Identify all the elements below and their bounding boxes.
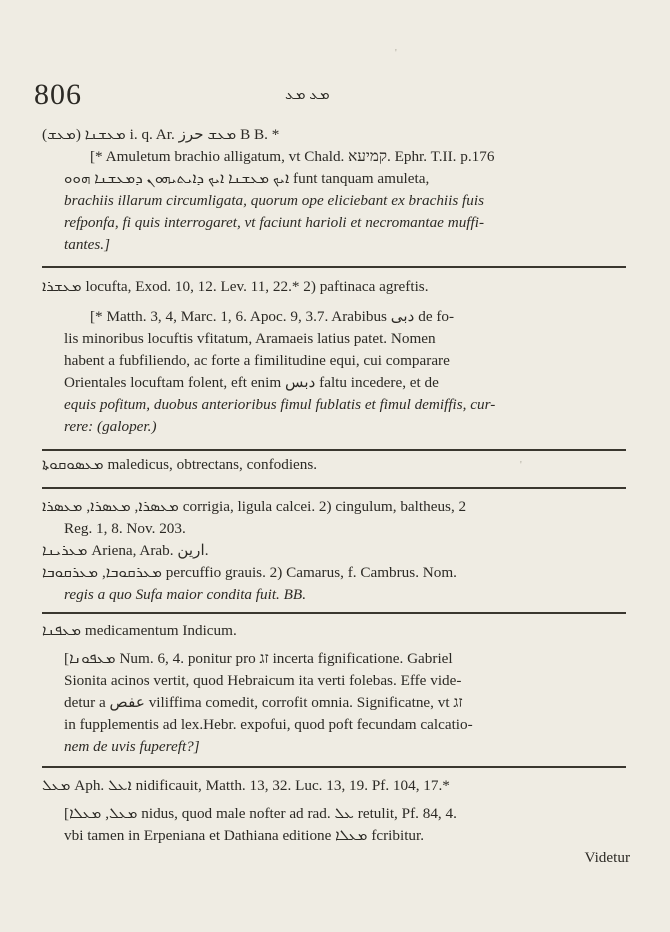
rule bbox=[42, 266, 626, 268]
entry-line: tantes.] bbox=[64, 236, 110, 253]
catchword: Videtur bbox=[584, 849, 630, 866]
entry-line: [ܡܥܦܘܢܐ Num. 6, 4. ponitur pro זג incerta fignificatione. Gabriel bbox=[64, 650, 453, 667]
entry-line: Orientales locuftam folent, eft enim دبس faltu incedere, et de bbox=[64, 374, 439, 391]
entry-line: [ܡܥܠ, ܡܥܠܐ nidus, quod male nofter ad rad. ܥܠ retulit, Pf. 84, 4. bbox=[64, 805, 457, 822]
entry-line: detur a عفص viliffima comedit, corrofit omnia. Significatne, vt זג bbox=[64, 694, 463, 711]
entry bbox=[42, 276, 638, 438]
entry bbox=[42, 620, 638, 758]
rule bbox=[42, 612, 626, 614]
entry-line: ܡܥܪܩܘܒܐ, ܡܥܪܩܘܒܐ percuffio grauis. 2) Camarus, f. Cambrus. Nom. bbox=[42, 564, 457, 581]
entry-line: Reg. 1, 8. Nov. 203. bbox=[64, 520, 186, 537]
entry-line: equis pofitum, duobus anterioribus fimul fublatis et fimul demiffis, cur- bbox=[64, 396, 496, 413]
entry-line: lis minoribus locuftis vfitatum, Aramaeis latius patet. Nomen bbox=[64, 330, 436, 347]
rule bbox=[42, 449, 626, 451]
page-number: 806 bbox=[34, 78, 82, 111]
paper-speck: ' bbox=[395, 48, 397, 59]
entry bbox=[42, 124, 638, 256]
entry-line: rere: (galoper.) bbox=[64, 418, 157, 435]
entry-line: ܡܥܪܝܢܐ Ariena, Arab. ارين. bbox=[42, 542, 209, 559]
entry-line: ܡܥܣܘܩܘܬܐ maledicus, obtrectans, confodiens. bbox=[42, 456, 318, 473]
entry-line: in fupplementis ad lex.Hebr. expofui, quod poft fecundam calcatio- bbox=[64, 716, 473, 733]
rule bbox=[42, 766, 626, 768]
paper-speck: ' bbox=[520, 460, 522, 471]
entry-line: [* Matth. 3, 4, Marc. 1, 6. Apoc. 9, 3.7. Arabibus دبى de fo- bbox=[90, 308, 455, 325]
entry bbox=[42, 775, 638, 869]
entry-line: habent a fubfiliendo, ac forte a fimilitudine equi, cui comparare bbox=[64, 352, 450, 369]
entry-line: [* Amuletum brachio alligatum, vt Chald. קמיעא. Ephr. T.II. p.176 bbox=[90, 148, 495, 165]
entry bbox=[42, 496, 638, 606]
entry-line: refponfa, fi quis interrogaret, vt faciunt harioli et necromantae muffi- bbox=[64, 214, 484, 231]
rule bbox=[42, 487, 626, 489]
entry-line: ܡܥܫܪܐ locufta, Exod. 10, 12. Lev. 11, 22.* 2) paftinaca agreftis. bbox=[42, 278, 429, 295]
entry-line: Sionita acinos vertit, quod Hebraicum ita verti folebas. Effe vide- bbox=[64, 672, 462, 689]
entry-line: ܡܥܦܢܐ medicamentum Indicum. bbox=[42, 622, 237, 639]
entry-line: brachiis illarum circumligata, quorum ope eliciebant ex brachiis fuis bbox=[64, 192, 484, 209]
entry-line: ܐܝܟ ܡܥܫܢܐ ܐܝܟ ܕܐܝܬܝܗܘܢ ܕܡܥܫܢܐ ܗܘܘ funt tanquam amuleta, bbox=[64, 170, 430, 187]
entry-line: ܡܥܠ Aph. ܐܥܠ nidificauit, Matth. 13, 32. Luc. 13, 19. Pf. 104, 17.* bbox=[42, 777, 450, 794]
entry-line: ܡܥܣܪܐ, ܡܥܣܪܐ, ܡܥܣܪܐ corrigia, ligula calcei. 2) cingulum, baltheus, 2 bbox=[42, 498, 467, 515]
entry-line: regis a quo Sufa maior condita fuit. BB. bbox=[64, 586, 307, 603]
entry-line: nem de uvis fupereft?] bbox=[64, 738, 200, 755]
entry bbox=[42, 454, 638, 476]
entry-line: (ܡܥܫ) ܡܥܫܢܐ i. q. Ar. ܡܥܫ حرز B B. * bbox=[42, 126, 280, 143]
running-header: ܡܥ ܡܥ bbox=[285, 87, 330, 103]
entry-line: vbi tamen in Erpeniana et Dathiana editione ܡܥܠܐ fcribitur. bbox=[64, 827, 425, 844]
